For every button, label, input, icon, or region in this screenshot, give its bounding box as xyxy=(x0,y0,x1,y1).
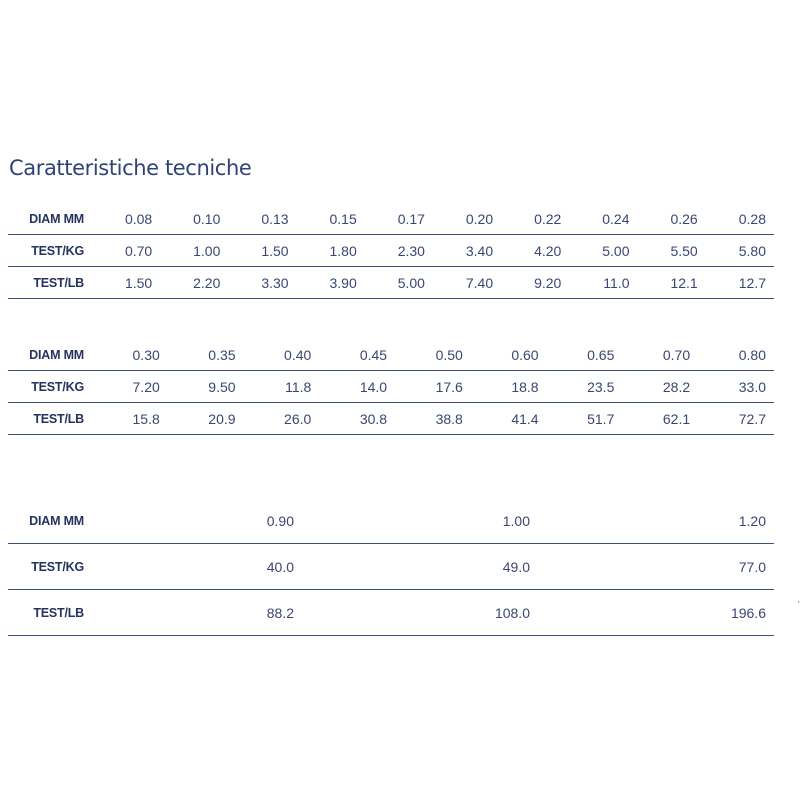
test-lb-label: TEST/LB xyxy=(8,403,92,435)
lb-value: 38.8 xyxy=(395,403,471,435)
spec-table-2 xyxy=(8,339,774,435)
kg-value: 5.00 xyxy=(569,235,637,267)
diam-value: 0.80 xyxy=(698,339,774,371)
lb-value: 3.30 xyxy=(228,267,296,299)
lb-value: 30.8 xyxy=(319,403,395,435)
spec-table-3 xyxy=(8,498,774,636)
diam-mm-row xyxy=(8,339,774,371)
lb-value: 20.9 xyxy=(168,403,244,435)
lb-value: 41.4 xyxy=(471,403,547,435)
diam-value: 0.60 xyxy=(471,339,547,371)
kg-value: 5.50 xyxy=(638,235,706,267)
lb-value: 26.0 xyxy=(244,403,320,435)
kg-value: 2.30 xyxy=(365,235,433,267)
test-lb-row xyxy=(8,590,774,636)
diam-value: 0.70 xyxy=(622,339,698,371)
kg-value: 49.0 xyxy=(302,544,538,590)
diam-value: 0.40 xyxy=(244,339,320,371)
diam-value: 0.45 xyxy=(319,339,395,371)
test-kg-label: TEST/KG xyxy=(8,371,92,403)
lb-value: 5.00 xyxy=(365,267,433,299)
kg-value: 3.40 xyxy=(433,235,501,267)
kg-value: 28.2 xyxy=(622,371,698,403)
test-lb-row xyxy=(8,267,774,299)
diam-value: 1.20 xyxy=(538,498,774,544)
lb-value: 2.20 xyxy=(160,267,228,299)
diam-mm-row xyxy=(8,203,774,235)
kg-value: 1.00 xyxy=(160,235,228,267)
test-kg-label: TEST/KG xyxy=(8,544,92,590)
kg-value: 1.80 xyxy=(297,235,365,267)
test-kg-row xyxy=(8,371,774,403)
kg-value: 17.6 xyxy=(395,371,471,403)
lb-value: 88.2 xyxy=(92,590,302,636)
kg-value: 23.5 xyxy=(547,371,623,403)
lb-value: 3.90 xyxy=(297,267,365,299)
diam-value: 0.90 xyxy=(92,498,302,544)
kg-value: 1.50 xyxy=(228,235,296,267)
lb-value: 196.6 xyxy=(538,590,774,636)
diam-value: 0.10 xyxy=(160,203,228,235)
diam-value: 0.17 xyxy=(365,203,433,235)
kg-value: 4.20 xyxy=(501,235,569,267)
lb-value: 1.50 xyxy=(92,267,160,299)
diam-value: 0.13 xyxy=(228,203,296,235)
diam-value: 0.26 xyxy=(638,203,706,235)
kg-value: 18.8 xyxy=(471,371,547,403)
diam-value: 0.08 xyxy=(92,203,160,235)
diam-value: 0.35 xyxy=(168,339,244,371)
kg-value: 40.0 xyxy=(92,544,302,590)
diam-value: 1.00 xyxy=(302,498,538,544)
lb-value: 12.7 xyxy=(706,267,774,299)
lb-value: 72.7 xyxy=(698,403,774,435)
test-lb-row xyxy=(8,403,774,435)
diam-value: 0.30 xyxy=(92,339,168,371)
diam-value: 0.24 xyxy=(569,203,637,235)
kg-value: 7.20 xyxy=(92,371,168,403)
diam-mm-label: DIAM MM xyxy=(8,339,92,371)
lb-value: 62.1 xyxy=(622,403,698,435)
test-lb-label: TEST/LB xyxy=(8,267,92,299)
diam-value: 0.22 xyxy=(501,203,569,235)
lb-value: 11.0 xyxy=(569,267,637,299)
page-title: Caratteristiche tecniche xyxy=(9,156,252,180)
test-kg-row xyxy=(8,235,774,267)
kg-value: 5.80 xyxy=(706,235,774,267)
test-kg-label: TEST/KG xyxy=(8,235,92,267)
diam-value: 0.15 xyxy=(297,203,365,235)
kg-value: 33.0 xyxy=(698,371,774,403)
diam-value: 0.65 xyxy=(547,339,623,371)
spec-table-1 xyxy=(8,203,774,299)
lb-value: 7.40 xyxy=(433,267,501,299)
lb-value: 51.7 xyxy=(547,403,623,435)
diam-value: 0.50 xyxy=(395,339,471,371)
kg-value: 11.8 xyxy=(244,371,320,403)
diam-value: 0.28 xyxy=(706,203,774,235)
diam-mm-label: DIAM MM xyxy=(8,498,92,544)
test-kg-row xyxy=(8,544,774,590)
lb-value: 12.1 xyxy=(638,267,706,299)
stray-mark: ' xyxy=(798,600,800,609)
kg-value: 77.0 xyxy=(538,544,774,590)
test-lb-label: TEST/LB xyxy=(8,590,92,636)
diam-value: 0.20 xyxy=(433,203,501,235)
kg-value: 14.0 xyxy=(319,371,395,403)
lb-value: 15.8 xyxy=(92,403,168,435)
kg-value: 9.50 xyxy=(168,371,244,403)
lb-value: 9.20 xyxy=(501,267,569,299)
diam-mm-label: DIAM MM xyxy=(8,203,92,235)
diam-mm-row xyxy=(8,498,774,544)
kg-value: 0.70 xyxy=(92,235,160,267)
lb-value: 108.0 xyxy=(302,590,538,636)
